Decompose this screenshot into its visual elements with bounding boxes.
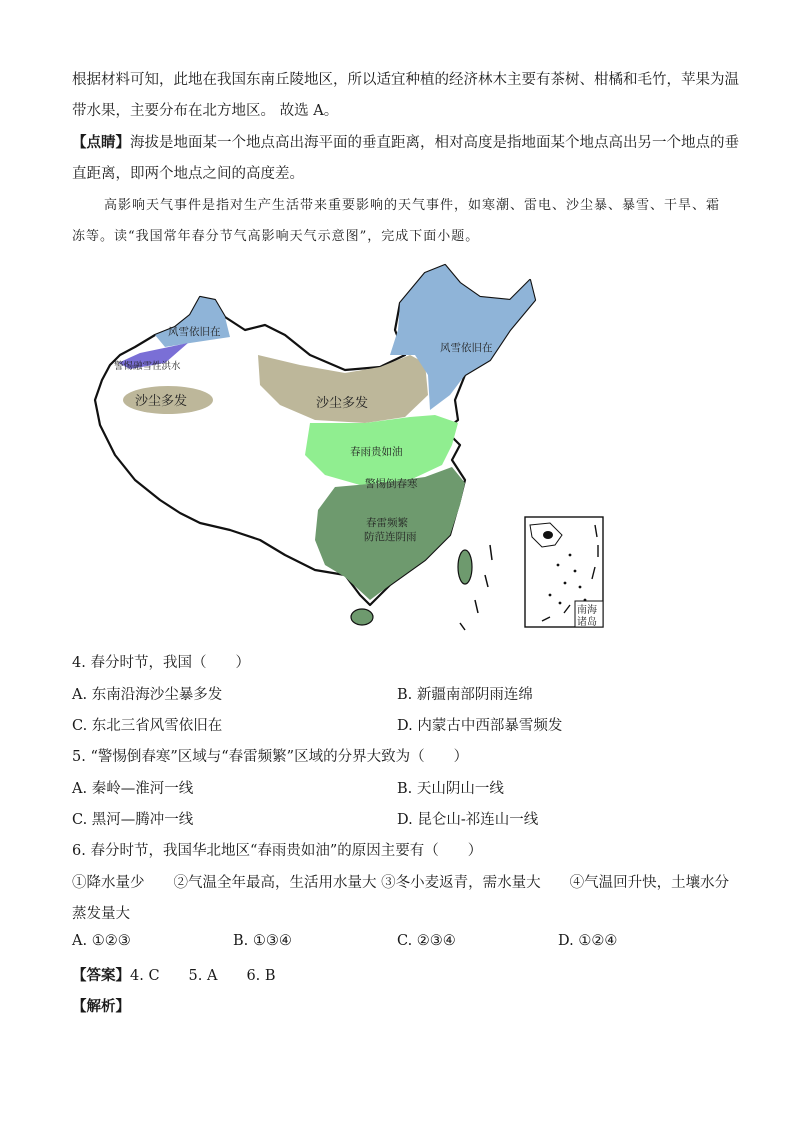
label-ne-snow: 风雪依旧在 [440, 342, 493, 354]
q4-option-b: B. 新疆南部阴雨连绵 [397, 687, 533, 703]
inset-hainan [543, 531, 553, 539]
q5-stem: 5. “警惕倒春寒”区域与“春雷频繁”区域的分界大致为（ ） [72, 749, 469, 765]
tip-paragraph [72, 131, 739, 152]
material-line-2: 冻等。读“我国常年春分节气高影响天气示意图”，完成下面小题。 [72, 229, 480, 244]
taiwan-island [458, 550, 472, 584]
q6-option-b: B. ①③④ [233, 933, 292, 949]
analysis-tag: 【解析】 [72, 998, 130, 1015]
answer-text: 4. C 5. A 6. B [130, 968, 276, 984]
q6-option-d: D. ①②④ [558, 933, 618, 949]
q5-option-a: A. 秦岭—淮河一线 [72, 781, 194, 797]
label-flood: 警惕融雪性洪水 [114, 361, 181, 372]
label-cold: 警惕倒春寒 [365, 478, 418, 490]
label-rain-oil: 春雨贵如油 [350, 446, 403, 458]
q6-statements-2: 蒸发量大 [72, 906, 130, 922]
tip-tag: 【点睛】 [72, 134, 130, 151]
label-thunder-1: 春雷频繁 [366, 517, 408, 529]
q4-stem: 4. 春分时节，我国（ ） [72, 655, 250, 671]
answer-line [72, 964, 276, 985]
label-inset-1: 南海 [577, 605, 597, 616]
intro-line-2: 带水果，主要分布在北方地区。 故选 A。 [72, 103, 339, 119]
q6-option-c: C. ②③④ [397, 933, 456, 949]
q4-option-a: A. 东南沿海沙尘暴多发 [72, 687, 223, 703]
label-dust-west: 沙尘多发 [135, 394, 188, 409]
material-line-1: 高影响天气事件是指对生产生活带来重要影响的天气事件，如寒潮、雷电、沙尘暴、暴雪、干旱、霜 [104, 198, 721, 213]
label-inset-2: 诸岛 [577, 617, 597, 628]
intro-line-1: 根据材料可知，此地在我国东南丘陵地区，所以适宜种植的经济林木主要有茶树、柑橘和毛竹，苹果为温 [72, 72, 739, 88]
q6-stem: 6. 春分时节，我国华北地区“春雨贵如油”的原因主要有（ ） [72, 843, 483, 859]
label-dust-north: 沙尘多发 [316, 396, 369, 411]
tip-line-2: 直距离，即两个地点之间的高度差。 [72, 166, 304, 182]
q6-option-a: A. ①②③ [72, 933, 131, 949]
q6-statements-1: ①降水量少 ②气温全年最高，生活用水量大 ③冬小麦返青，需水量大 ④气温回升快，土壤水分 [72, 875, 730, 891]
china-weather-map [80, 255, 640, 635]
q5-option-b: B. 天山阴山一线 [397, 781, 504, 797]
answer-tag: 【答案】 [72, 967, 130, 984]
hainan-island [351, 609, 373, 625]
q4-option-c: C. 东北三省风雪依旧在 [72, 718, 223, 734]
label-nw-snow: 风雪依旧在 [168, 326, 221, 338]
tip-line-1: 海拔是地面某一个地点高出海平面的垂直距离，相对高度是指地面某个地点高出另一个地点的垂 [130, 135, 739, 151]
q5-option-c: C. 黑河—腾冲一线 [72, 812, 194, 828]
q4-option-d: D. 内蒙古中西部暴雪频发 [397, 718, 563, 734]
label-thunder-2: 防范连阴雨 [364, 531, 417, 543]
q5-option-d: D. 昆仑山-祁连山一线 [397, 812, 539, 828]
